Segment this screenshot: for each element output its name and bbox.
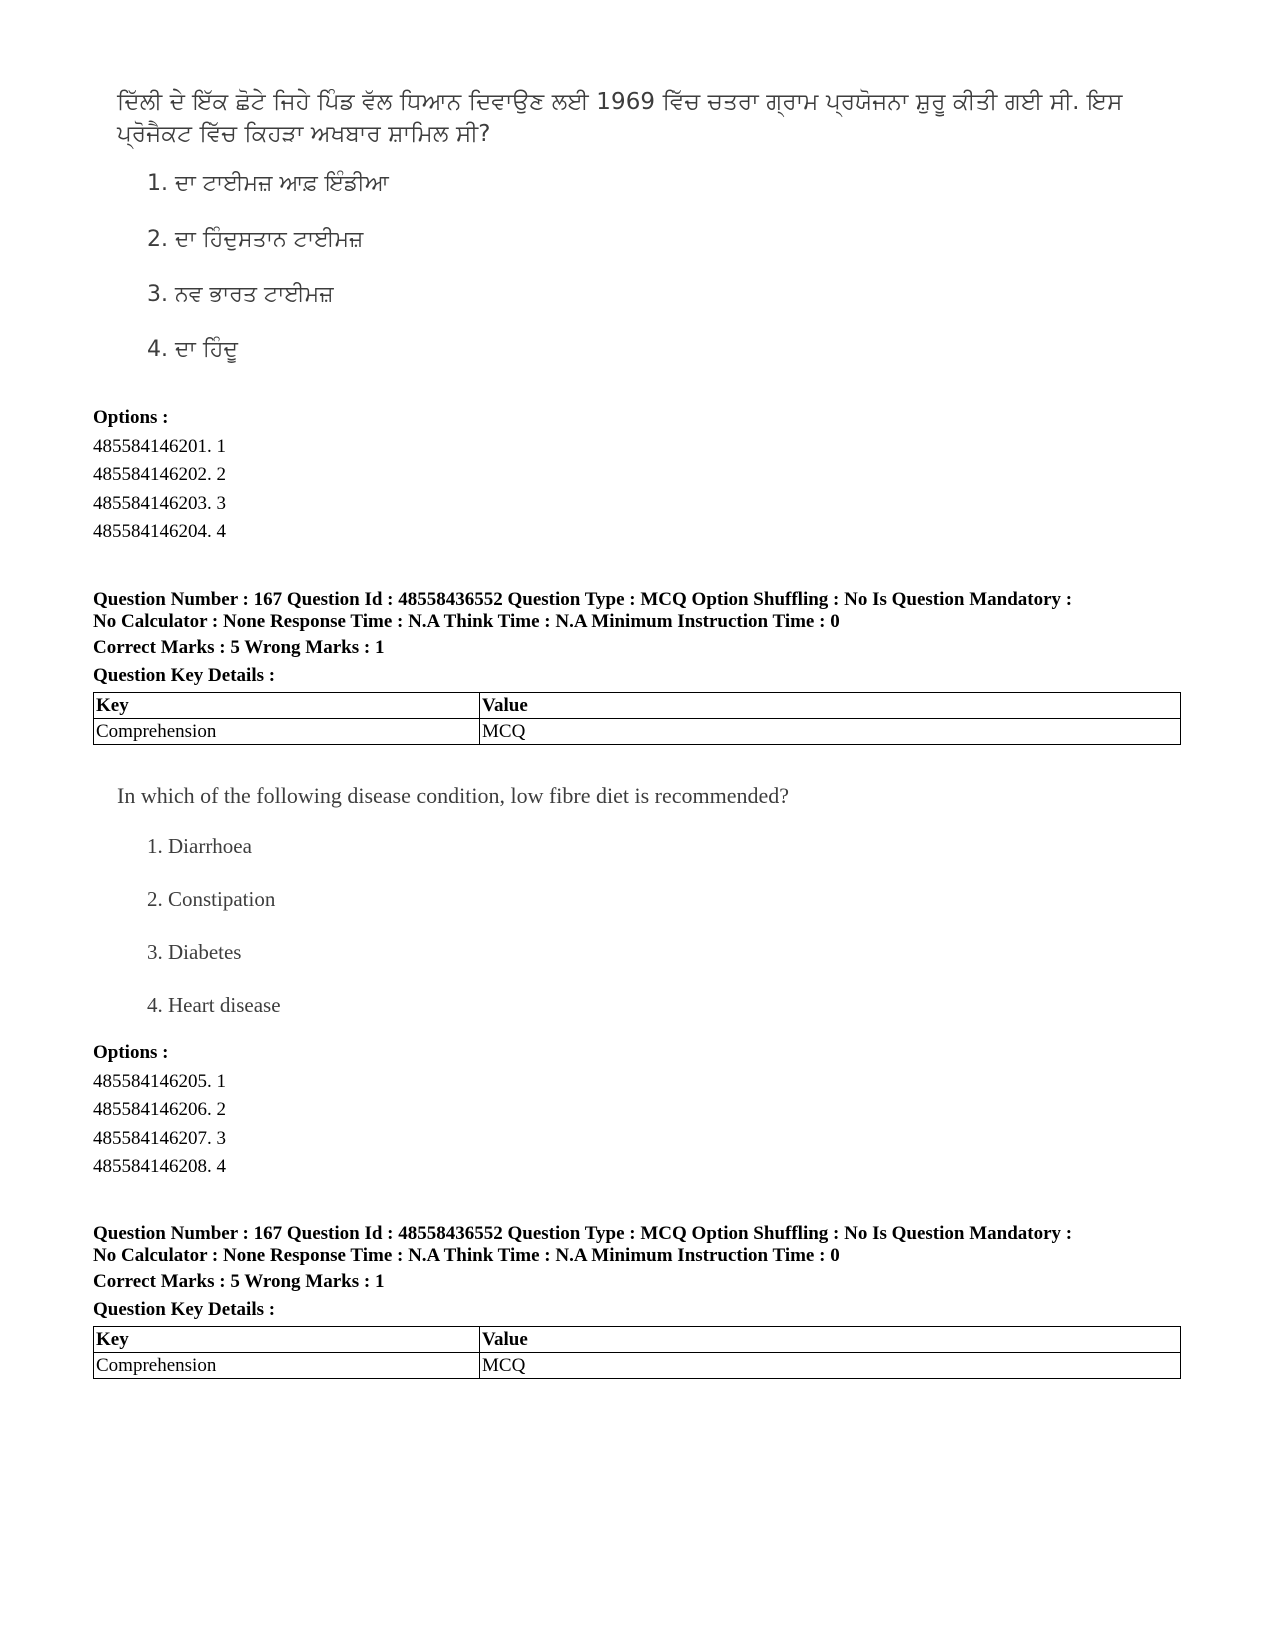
options-label: Options :	[93, 1042, 169, 1063]
question-option-4: 4. Heart disease	[147, 993, 281, 1017]
table-header-cell: Value	[480, 1327, 1181, 1353]
metadata-line: Question Number : 167 Question Id : 48558436552 Question Type : MCQ Option Shuffling : No Is Question Mandatory :	[93, 589, 1073, 610]
question-image-punjabi	[117, 86, 1157, 386]
question-option-1: 1. ਦਾ ਟਾਈਮਜ਼ ਆਫ਼ ਇੰਡੀਆ	[147, 171, 389, 196]
table-cell: MCQ	[480, 719, 1181, 745]
question-metadata	[93, 589, 1173, 633]
table-cell: Comprehension	[94, 1353, 480, 1379]
question-stem: ਦਿੱਲੀ ਦੇ ਇੱਕ ਛੋਟੇ ਜਿਹੇ ਪਿੰਡ ਵੱਲ ਧਿਆਨ ਦਿਵਾਉਣ ਲਈ 1969 ਵਿੱਚ ਚਤਰਾ ਗ੍ਰਾਮ ਪ੍ਰਯੋਜਨਾ ਸ਼ੁਰੂ ਕੀਤੀ ਗਈ ਸੀ. ਇਸ ਪ੍ਰੋਜੈਕਟ ਵਿੱਚ ਕਿਹੜਾ ਅਖਬਾਰ ਸ਼ਾਮਿਲ ਸੀ?	[117, 89, 1123, 147]
metadata-line: No Calculator : None Response Time : N.A Think Time : N.A Minimum Instruction Time : 0	[93, 611, 840, 632]
table-header-cell: Key	[94, 693, 480, 719]
option-item: 485584146208. 4	[93, 1156, 226, 1177]
question-option-4: 4. ਦਾ ਹਿੰਦੂ	[147, 337, 238, 362]
option-item: 485584146202. 2	[93, 464, 226, 485]
question-option-3: 3. ਨਵ ਭਾਰਤ ਟਾਈਮਜ਼	[147, 282, 334, 307]
table-header-row	[94, 693, 1181, 719]
key-details-table	[93, 692, 1181, 745]
option-item: 485584146204. 4	[93, 521, 226, 542]
question-option-2: 2. ਦਾ ਹਿੰਦੁਸਤਾਨ ਟਾਈਮਜ਼	[147, 227, 364, 252]
key-details-label: Question Key Details :	[93, 1299, 276, 1320]
option-item: 485584146206. 2	[93, 1099, 226, 1120]
marks-line: Correct Marks : 5 Wrong Marks : 1	[93, 637, 385, 658]
option-item: 485584146207. 3	[93, 1127, 226, 1149]
table-header-cell: Key	[94, 1327, 480, 1353]
key-details-table	[93, 1326, 1181, 1379]
marks-line: Correct Marks : 5 Wrong Marks : 1	[93, 1271, 385, 1292]
option-item: 485584146201. 1	[93, 435, 226, 457]
table-cell: MCQ	[480, 1353, 1181, 1379]
question-option-1: 1. Diarrhoea	[147, 834, 252, 858]
options-list	[93, 404, 226, 547]
table-header-row	[94, 1327, 1181, 1353]
table-cell: Comprehension	[94, 719, 480, 745]
question-option-2: 2. Constipation	[147, 887, 276, 911]
table-header-cell: Value	[480, 693, 1181, 719]
question-metadata	[93, 1223, 1173, 1267]
key-details-label: Question Key Details :	[93, 665, 276, 686]
option-item: 485584146205. 1	[93, 1070, 226, 1092]
question-image-english	[117, 782, 1157, 1022]
question-option-3: 3. Diabetes	[147, 940, 242, 964]
metadata-line: Question Number : 167 Question Id : 48558436552 Question Type : MCQ Option Shuffling : No Is Question Mandatory :	[93, 1223, 1073, 1244]
option-item: 485584146203. 3	[93, 492, 226, 514]
question-stem: In which of the following disease condition, low fibre diet is recommended?	[117, 783, 790, 808]
options-label: Options :	[93, 407, 169, 428]
table-row	[94, 1353, 1181, 1379]
options-list	[93, 1039, 226, 1182]
table-row	[94, 719, 1181, 745]
metadata-line: No Calculator : None Response Time : N.A Think Time : N.A Minimum Instruction Time : 0	[93, 1245, 840, 1266]
